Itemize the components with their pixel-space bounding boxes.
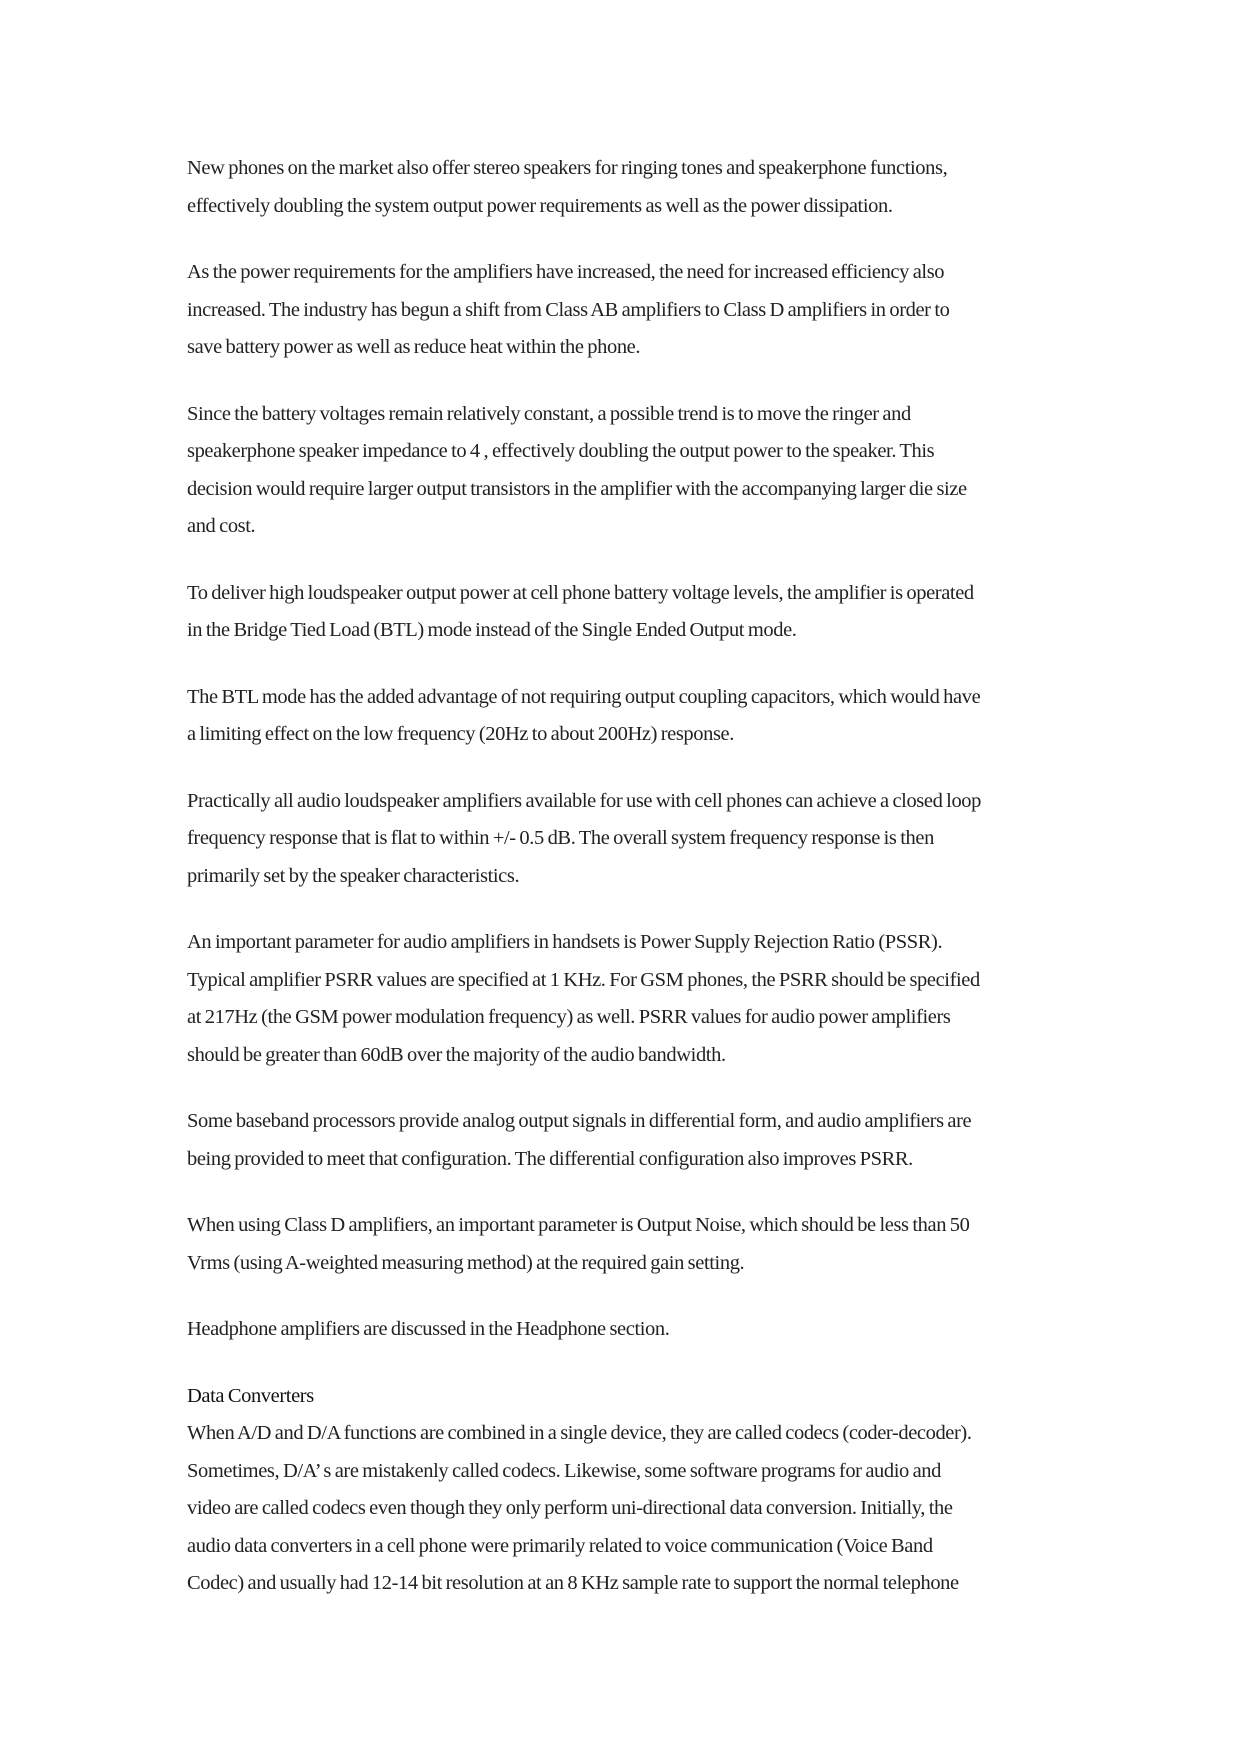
text-line: Since the battery voltages remain relatively constant, a possible trend is to move the ringer and bbox=[187, 402, 911, 425]
text-line: Sometimes, D/A’ s are mistakenly called codecs. Likewise, some software programs for audio and bbox=[187, 1459, 941, 1482]
text-line: To deliver high loudspeaker output power at cell phone battery voltage levels, the amplifier is operated bbox=[187, 581, 974, 604]
text-line: a limiting effect on the low frequency (20Hz to about 200Hz) response. bbox=[187, 723, 734, 745]
paragraph-btl-mode bbox=[187, 575, 1057, 650]
paragraph-psrr bbox=[187, 924, 1057, 1074]
text-line: When A/D and D/A functions are combined in a single device, they are called codecs (coder-decoder). bbox=[187, 1422, 972, 1444]
text-line: Practically all audio loudspeaker amplifiers available for use with cell phones can achieve a closed loop bbox=[187, 789, 982, 812]
document-page bbox=[187, 150, 1057, 1603]
text-line: Codec) and usually had 12-14 bit resolution at an 8 KHz sample rate to support the normal telephone bbox=[187, 1572, 959, 1594]
paragraph-output-noise bbox=[187, 1207, 1057, 1282]
text-line: speakerphone speaker impedance to 4 , effectively doubling the output power to the speaker. This bbox=[187, 440, 935, 462]
paragraph-frequency-response bbox=[187, 783, 1057, 896]
text-line: at 217Hz (the GSM power modulation frequency) as well. PSRR values for audio power amplifiers bbox=[187, 1006, 951, 1028]
text-line: Typical amplifier PSRR values are specified at 1 KHz. For GSM phones, the PSRR should be specified bbox=[187, 968, 980, 991]
text-line: Vrms (using A-weighted measuring method) at the required gain setting. bbox=[187, 1251, 745, 1274]
text-line: and cost. bbox=[187, 515, 256, 537]
text-line: being provided to meet that configuration. The differential configuration also improves PSRR. bbox=[187, 1147, 913, 1170]
text-line: effectively doubling the system output power requirements as well as the power dissipation. bbox=[187, 194, 893, 217]
paragraph-headphone bbox=[187, 1311, 1057, 1349]
text-line: When using Class D amplifiers, an important parameter is Output Noise, which should be less than 50 bbox=[187, 1214, 970, 1236]
text-line: The BTL mode has the added advantage of not requiring output coupling capacitors, which would have bbox=[187, 685, 981, 708]
text-line: increased. The industry has begun a shift from Class AB amplifiers to Class D amplifiers in order to bbox=[187, 298, 950, 321]
paragraph-battery-voltage bbox=[187, 396, 1057, 546]
text-line: audio data converters in a cell phone were primarily related to voice communication (Voice Band bbox=[187, 1534, 933, 1557]
paragraph-data-converters bbox=[187, 1415, 1057, 1603]
text-line: decision would require larger output transistors in the amplifier with the accompanying larger die size bbox=[187, 477, 967, 500]
text-line: An important parameter for audio amplifiers in handsets is Power Supply Rejection Ratio (PSSR). bbox=[187, 931, 943, 953]
paragraph-efficiency bbox=[187, 254, 1057, 367]
text-line: frequency response that is flat to within +/- 0.5 dB. The overall system frequency response is then bbox=[187, 827, 934, 849]
text-line: Some baseband processors provide analog output signals in differential form, and audio amplifiers are bbox=[187, 1110, 972, 1132]
section-heading: Data Converters bbox=[187, 1384, 314, 1407]
text-line: save battery power as well as reduce heat within the phone. bbox=[187, 336, 641, 358]
paragraph-stereo-speakers bbox=[187, 150, 1057, 225]
text-line: Headphone amplifiers are discussed in the Headphone section. bbox=[187, 1318, 670, 1340]
text-line: New phones on the market also offer stereo speakers for ringing tones and speakerphone functions, bbox=[187, 157, 948, 179]
paragraph-btl-advantage bbox=[187, 679, 1057, 754]
text-line: should be greater than 60dB over the majority of the audio bandwidth. bbox=[187, 1043, 726, 1066]
paragraph-differential bbox=[187, 1103, 1057, 1178]
text-line: video are called codecs even though they only perform uni-directional data conversion. Initially, the bbox=[187, 1497, 953, 1519]
text-line: As the power requirements for the amplifiers have increased, the need for increased efficiency also bbox=[187, 261, 945, 283]
text-line: primarily set by the speaker characteristics. bbox=[187, 864, 520, 887]
text-line: in the Bridge Tied Load (BTL) mode instead of the Single Ended Output mode. bbox=[187, 619, 797, 641]
